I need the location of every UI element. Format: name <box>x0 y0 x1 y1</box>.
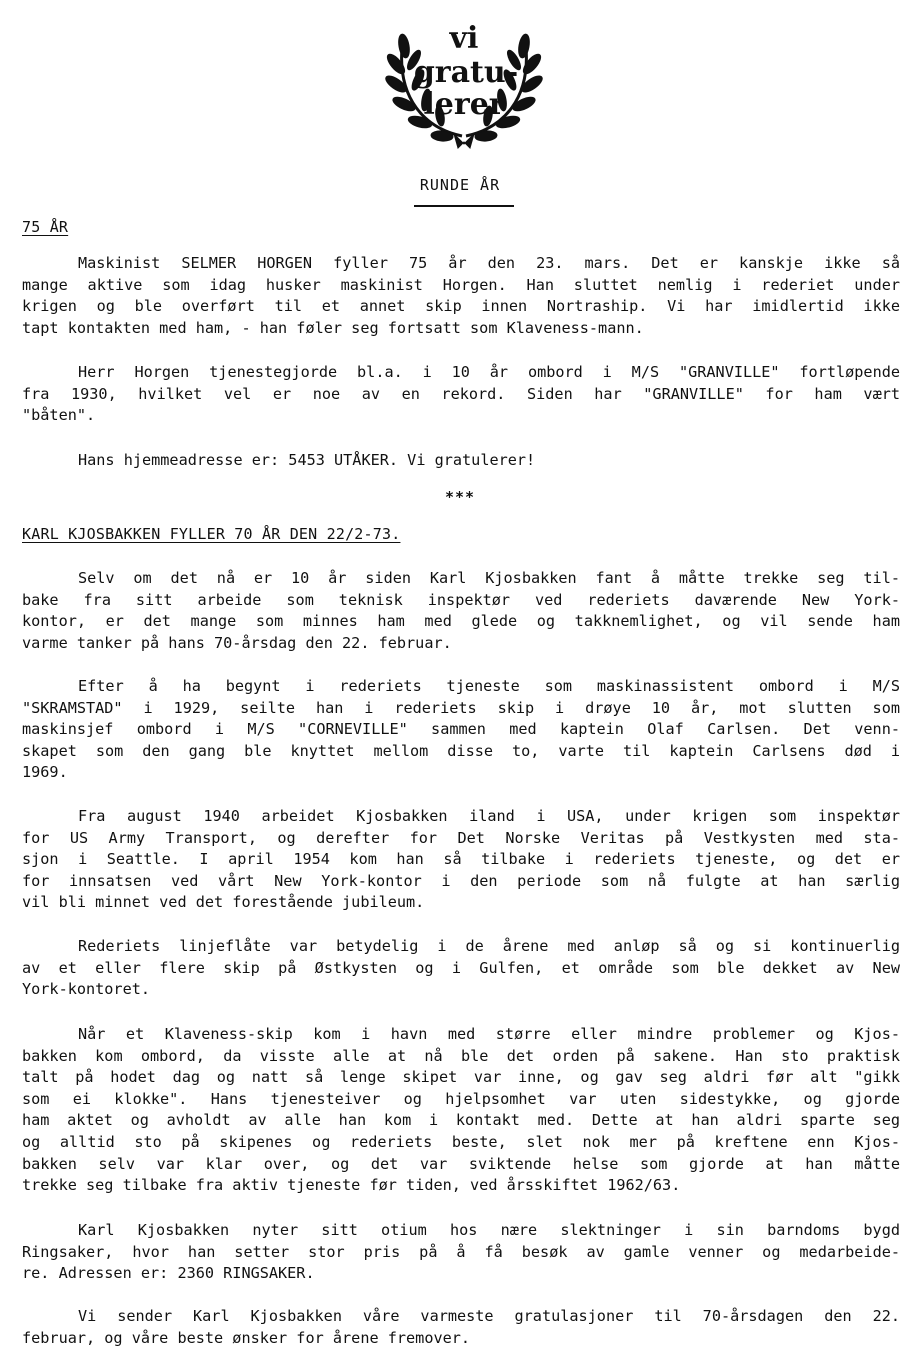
article1-paragraph <box>22 450 900 472</box>
vi-gratulerer-logo <box>384 8 544 158</box>
text-line: Karl Kjosbakken nyter sitt otium hos nære slektninger i sin barndoms bygd <box>78 1221 900 1239</box>
article2-paragraph <box>22 568 900 654</box>
text-line: sjon i Seattle. I april 1954 kom han så tilbake i rederiets tjeneste, og det er <box>22 850 900 869</box>
text-line: av et eller flere skip på Østkysten og i Gulfen, et område som ble dekket av New <box>22 958 900 977</box>
text-line: februar, og våre beste ønsker for årene fremover. <box>22 1328 471 1347</box>
text-line: Maskinist SELMER HORGEN fyller 75 år den 23. mars. Det er kanskje ikke så <box>78 254 900 272</box>
text-line: Hans hjemmeadresse er: 5453 UTÅKER. Vi gratulerer! <box>78 451 536 469</box>
text-line: krigen og ble overført til et annet skip innen Nortraship. Vi har imidlertid ikke <box>22 297 900 316</box>
logo-line-lerer: lerer <box>423 87 505 122</box>
text-line: vil bli minnet ved det forestående jubileum. <box>22 893 425 912</box>
text-line: Ringsaker, hvor han setter stor pris på å få besøk av gamle venner og medarbeide- <box>22 1242 900 1261</box>
article2-paragraph <box>22 1024 900 1197</box>
text-line: Når et Klaveness-skip kom i havn med større eller mindre problemer og Kjos- <box>78 1025 900 1043</box>
text-line: bake fra sitt arbeide som teknisk inspektør ved rederiets daværende New York- <box>22 590 900 609</box>
text-line: for innsatsen ved vårt New York-kontor i den periode som nå fulgte at han særlig <box>22 871 900 890</box>
text-line: "båten". <box>22 406 96 425</box>
text-line: trekke seg tilbake fra aktiv tjeneste før tiden, ved årsskiftet 1962/63. <box>22 1176 681 1195</box>
text-line: Vi sender Karl Kjosbakken våre varmeste gratulasjoner til 70-årsdagen den 22. <box>78 1307 900 1325</box>
section-title-rule <box>414 205 514 207</box>
text-line: og alltid sto på skipenes og rederiets beste, slet nok mer på kreftene enn Kjos- <box>22 1132 900 1151</box>
text-line: tapt kontakten med ham, - han føler seg fortsatt som Klaveness-mann. <box>22 318 644 337</box>
article1-paragraph <box>22 253 900 339</box>
article1-paragraph <box>22 362 900 427</box>
text-line: "SKRAMSTAD" i 1929, seilte han i rederiets skip i drøye 10 år, mot slutten som <box>22 698 900 717</box>
text-line: skapet som den gang ble knyttet mellom disse to, varte til kaptein Carlsens død i <box>22 741 900 760</box>
text-line: York-kontoret. <box>22 980 151 999</box>
text-line: ham aktet og avholdt av alle han kom i kontakt med. Dette at han aldri sparte seg <box>22 1111 900 1130</box>
logo-line-gratu: gratu- <box>413 55 519 90</box>
article1-heading: 75 ÅR <box>22 218 69 236</box>
text-line: Rederiets linjeflåte var betydelig i de årene med anløp så og si kontinuerlig <box>78 937 900 955</box>
text-line: bakken kom ombord, da visste alle at nå ble det orden på sakene. Han sto praktisk <box>22 1046 900 1065</box>
text-line: Fra august 1940 arbeidet Kjosbakken iland i USA, under krigen som inspektør <box>78 807 900 825</box>
text-line: bakken selv var klar over, og det var sviktende helse som gjorde at han måtte <box>22 1154 900 1173</box>
text-line: varme tanker på hans 70-årsdag den 22. februar. <box>22 633 452 652</box>
text-line: talt på hodet dag og natt så lenge skipet var inne, og gav seg aldri før alt "gikk <box>22 1068 900 1087</box>
article2-paragraph <box>22 1220 900 1285</box>
laurel-wreath-icon <box>384 8 544 158</box>
text-line: som ei klokke". Hans tjenesteiver og hjelpsomhet var uten sidestykke, og gjorde <box>22 1089 900 1108</box>
text-line: Selv om det nå er 10 år siden Karl Kjosbakken fant å måtte trekke seg til- <box>78 569 900 587</box>
article2-paragraph <box>22 676 900 784</box>
separator-stars: *** <box>444 488 476 506</box>
article2-heading: KARL KJOSBAKKEN FYLLER 70 ÅR DEN 22/2-73. <box>22 525 401 543</box>
article2-paragraph <box>22 936 900 1001</box>
text-line: mange aktive som idag husker maskinist Horgen. Han sluttet nemlig i rederiet under <box>22 275 900 294</box>
text-line: maskinsjef ombord i M/S "CORNEVILLE" sammen med kaptein Olaf Carlsen. Det venn- <box>22 720 900 739</box>
text-line: 1969. <box>22 763 68 782</box>
text-line: kontor, er det mange som minnes ham med glede og takknemlighet, og vil sende ham <box>22 612 900 631</box>
text-line: Herr Horgen tjenestegjorde bl.a. i 10 år ombord i M/S "GRANVILLE" fortløpende <box>78 363 900 381</box>
logo-line-vi: vi <box>449 21 479 56</box>
text-line: fra 1930, hvilket vel er noe av en rekord. Siden har "GRANVILLE" for ham vært <box>22 384 900 403</box>
article2-paragraph <box>22 806 900 914</box>
article2-paragraph <box>22 1306 900 1349</box>
section-title: RUNDE ÅR <box>419 176 501 194</box>
text-line: for US Army Transport, og derefter for Det Norske Veritas på Vestkysten med sta- <box>22 828 900 847</box>
text-line: re. Adressen er: 2360 RINGSAKER. <box>22 1264 315 1283</box>
text-line: Efter å ha begynt i rederiets tjeneste som maskinassistent ombord i M/S <box>78 677 900 695</box>
